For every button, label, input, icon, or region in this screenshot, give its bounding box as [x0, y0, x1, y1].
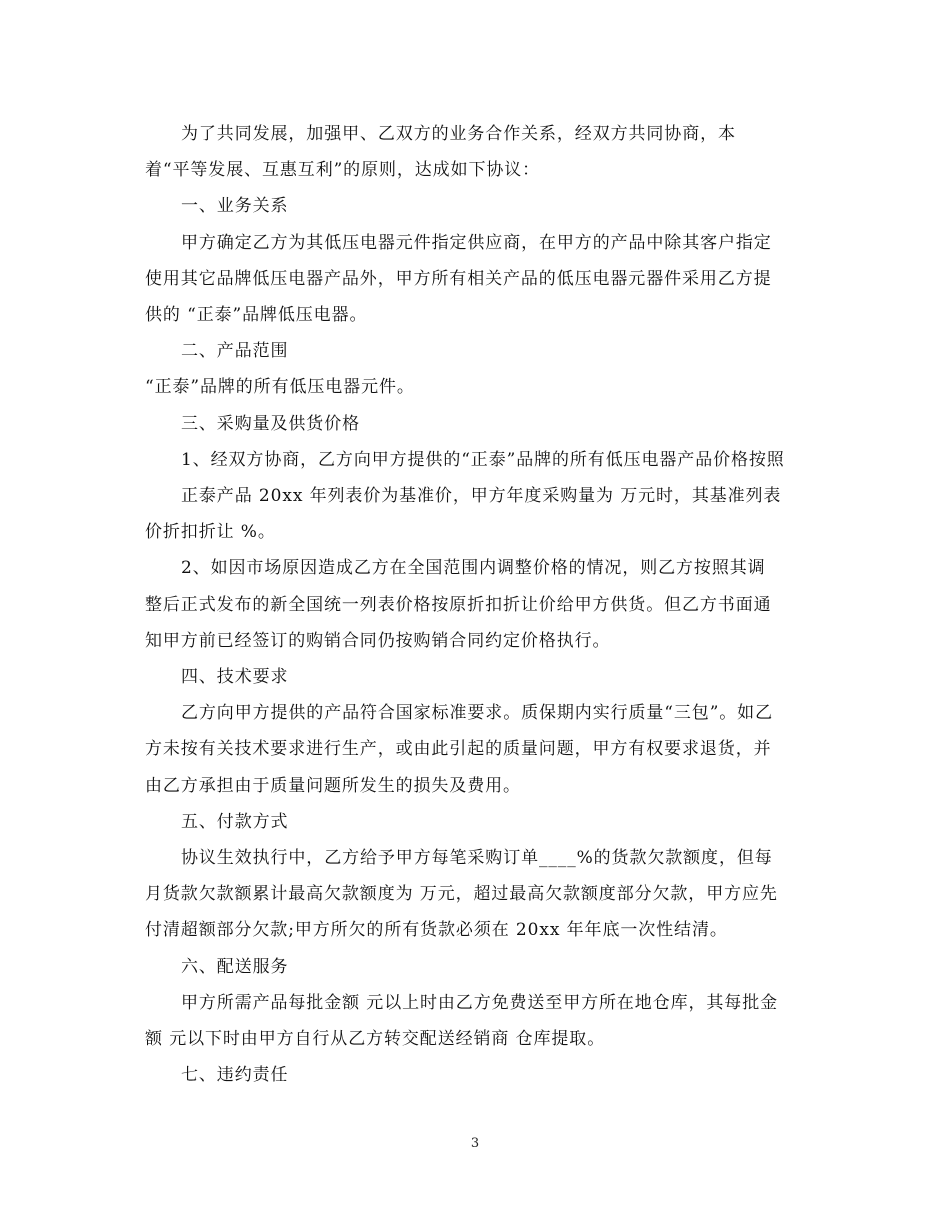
text-line: 2、如因市场原因造成乙方在全国范围内调整价格的情况，则乙方按照其调: [181, 558, 766, 579]
section-heading-delivery-service: 六、配送服务: [181, 956, 289, 977]
document-body: [145, 116, 810, 1093]
text-line: 知甲方前已经签订的购销合同仍按购销合同约定价格执行。: [145, 630, 611, 651]
section-heading-liability: 七、违约责任: [181, 1065, 289, 1086]
section-heading-purchase-and-price: 三、采购量及供货价格: [181, 413, 360, 434]
text-line: 为了共同发展，加强甲、乙双方的业务合作关系，经双方共同协商，本: [181, 124, 736, 144]
text-line: 甲方确定乙方为其低压电器元件指定供应商，在甲方的产品中除其客户指定: [181, 232, 772, 253]
page-number: 3: [470, 1136, 480, 1151]
text-line: 甲方所需产品每批金额 元以上时由乙方免费送至甲方所在地仓库，其每批金: [181, 992, 779, 1013]
section-heading-business-relationship: 一、业务关系: [181, 196, 289, 217]
text-line: 额 元以下时由甲方自行从乙方转交配送经销商 仓库提取。: [145, 1029, 606, 1050]
text-line: “正泰”品牌的所有低压电器元件。: [145, 377, 415, 398]
section-heading-technical-requirements: 四、技术要求: [181, 667, 289, 688]
text-line: 1、经双方协商，乙方向甲方提供的“正泰”品牌的所有低压电器产品价格按照: [181, 449, 785, 470]
section-heading-product-scope: 二、产品范围: [181, 341, 289, 362]
text-line: 付清超额部分欠款;甲方所欠的所有货款必须在 20xx 年年底一次性结清。: [145, 920, 728, 941]
text-line: 协议生效执行中，乙方给予甲方每笔采购订单____%的货款欠款额度，但每: [181, 848, 773, 869]
text-line: 正泰产品 20xx 年列表价为基准价，甲方年度采购量为 万元时，其基准列表: [181, 486, 782, 507]
section-heading-payment-method: 五、付款方式: [181, 811, 289, 832]
text-line: 方未按有关技术要求进行生产，或由此引起的质量问题，甲方有权要求退货，并: [145, 739, 772, 760]
text-line: 整后正式发布的新全国统一列表价格按原折扣折让价给甲方供货。但乙方书面通: [145, 594, 772, 615]
text-line: 月货款欠款额累计最高欠款额度为 万元，超过最高欠款额度部分欠款，甲方应先: [145, 884, 778, 905]
text-line: 供的 “正泰”品牌低压电器。: [145, 305, 368, 326]
text-line: 乙方向甲方提供的产品符合国家标准要求。质保期内实行质量“三包”。如乙: [181, 703, 773, 724]
text-line: 由乙方承担由于质量问题所发生的损失及费用。: [145, 775, 521, 796]
text-line: 使用其它品牌低压电器产品外，甲方所有相关产品的低压电器元器件采用乙方提: [145, 268, 772, 289]
text-line: 价折扣折让 %。: [145, 522, 276, 543]
text-line: 着“平等发展、互惠互利”的原则，达成如下协议：: [145, 160, 541, 181]
